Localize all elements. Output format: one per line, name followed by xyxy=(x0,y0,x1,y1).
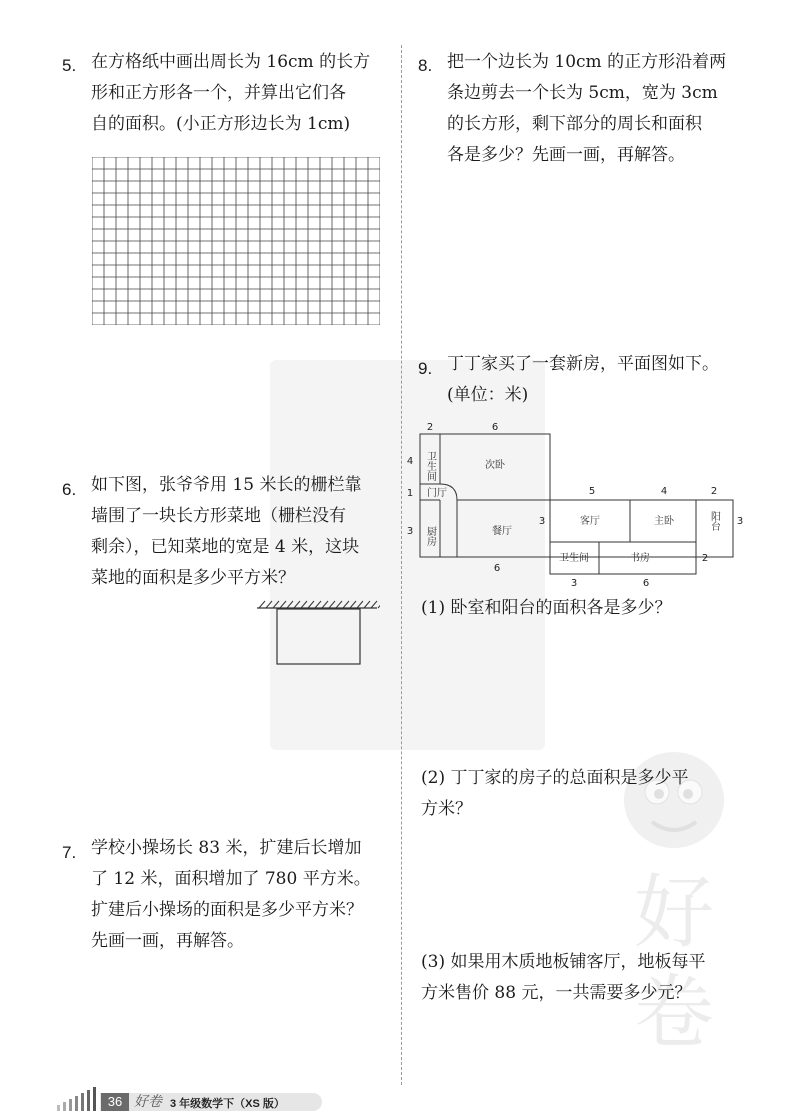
question-8-line-1: 把一个边长为 10cm 的正方形沿着两 xyxy=(447,52,727,72)
dim-top-living: 5 xyxy=(588,486,596,497)
wall-hatch-line xyxy=(378,601,380,608)
question-7-number: 7. xyxy=(62,843,77,862)
question-8-text xyxy=(447,47,747,171)
wall-hatch-line xyxy=(350,601,356,608)
wall-hatch-line xyxy=(322,601,328,608)
garden-diagram xyxy=(255,600,380,668)
wall-hatch-line xyxy=(259,601,265,608)
floor-plan-diagram xyxy=(402,418,750,590)
wall-hatch-line xyxy=(329,601,335,608)
question-9-sub-2 xyxy=(421,763,751,825)
question-6-line-2: 墙围了一块长方形菜地（栅栏没有 xyxy=(91,506,346,526)
wall-hatch-line xyxy=(280,601,286,608)
room-living: 客厅 xyxy=(580,516,600,527)
room-balcony: 阳台 xyxy=(708,511,720,531)
question-9-sub-3 xyxy=(421,947,766,1009)
wall-hatch-line xyxy=(315,601,321,608)
dim-top-left: 2 xyxy=(426,422,434,433)
dim-left-upper: 4 xyxy=(406,456,414,467)
question-8-line-4: 各是多少？先画一画，再解答。 xyxy=(447,145,685,165)
question-8-number: 8. xyxy=(418,56,433,75)
question-9-text xyxy=(447,349,757,411)
room-second-bedroom: 次卧 xyxy=(485,460,505,471)
question-5-line-1: 在方格纸中画出周长为 16cm 的长方 xyxy=(91,52,371,72)
wall-hatch-line xyxy=(371,601,377,608)
question-9-line-2: (单位：米) xyxy=(447,385,529,405)
dim-bottom-study: 6 xyxy=(642,578,650,589)
question-9-sub-2-line-1: (2) 丁丁家的房子的总面积是多少平 xyxy=(421,768,689,788)
dim-right-study: 2 xyxy=(701,553,709,564)
dim-left-mid: 1 xyxy=(406,488,414,499)
question-6-line-1: 如下图，张爷爷用 15 米长的栅栏靠 xyxy=(91,475,362,495)
question-6-line-3: 剩余），已知菜地的宽是 4 米，这块 xyxy=(91,537,360,557)
wall-hatch-line xyxy=(294,601,300,608)
garden-rectangle xyxy=(277,609,360,664)
dim-bottom-left: 6 xyxy=(493,563,501,574)
room-study: 书房 xyxy=(630,553,650,564)
dim-left-lower: 3 xyxy=(406,526,414,537)
wall-hatch-line xyxy=(364,601,370,608)
wall-hatch-line xyxy=(343,601,349,608)
wall-hatch-line xyxy=(266,601,272,608)
question-9-sub-1: (1) 卧室和阳台的面积各是多少？ xyxy=(421,598,672,618)
page-number: 36 xyxy=(101,1093,129,1111)
question-6-line-4: 菜地的面积是多少平方米？ xyxy=(91,568,295,588)
wall-hatch-line xyxy=(301,601,307,608)
question-9-sub-3-line-1: (3) 如果用木质地板铺客厅，地板每平 xyxy=(421,952,706,972)
wall-hatch-line xyxy=(357,601,363,608)
dim-top-mid: 6 xyxy=(491,422,499,433)
question-5-number: 5. xyxy=(62,56,77,75)
question-7-line-1: 学校小操场长 83 米，扩建后长增加 xyxy=(91,838,362,858)
wall-hatch-line xyxy=(308,601,314,608)
question-6-number: 6. xyxy=(62,480,77,499)
question-9-sub-2-line-2: 方米？ xyxy=(421,799,472,819)
question-7-line-2: 了 12 米，面积增加了 780 平方米。 xyxy=(91,869,371,889)
room-dining: 餐厅 xyxy=(492,526,512,537)
dim-right-balcony: 3 xyxy=(736,516,744,527)
wall-hatch-line xyxy=(273,601,279,608)
wall-hatch-line xyxy=(336,601,342,608)
dim-bottom-bath: 3 xyxy=(570,578,578,589)
question-7-line-3: 扩建后小操场的面积是多少平方米？ xyxy=(91,900,363,920)
question-7-text xyxy=(91,833,396,957)
dim-top-master: 4 xyxy=(660,486,668,497)
question-5-line-3: 自的面积。(小正方形边长为 1cm) xyxy=(91,114,351,134)
room-kitchen: 厨房 xyxy=(424,526,436,546)
question-8-line-2: 条边剪去一个长为 5cm，宽为 3cm xyxy=(447,83,718,103)
question-7-line-4: 先画一画，再解答。 xyxy=(91,931,244,951)
square-grid-paper[interactable] xyxy=(92,157,380,325)
question-5-line-2: 形和正方形各一个，并算出它们各 xyxy=(91,83,346,103)
dim-top-balcony: 2 xyxy=(710,486,718,497)
watermark-char-1: 好 xyxy=(634,866,714,959)
question-9-line-1: 丁丁家买了一套新房，平面图如下。 xyxy=(447,354,719,374)
room-entrance: 门厅 xyxy=(427,488,447,499)
right-block-outline xyxy=(550,500,733,557)
footer-book-title: 3 年级数学下（XS 版） xyxy=(170,1098,285,1110)
room-master-bedroom: 主卧 xyxy=(654,516,674,527)
question-6-text xyxy=(91,470,391,594)
question-9-sub-3-line-2: 方米售价 88 元，一共需要多少元？ xyxy=(421,983,692,1003)
wall-hatch-line xyxy=(287,601,293,608)
watermark-char-2: 卷 xyxy=(634,966,714,1059)
room-bathroom-1: 卫生间 xyxy=(424,451,436,481)
question-9-number: 9. xyxy=(418,359,433,378)
dim-dining-right: 3 xyxy=(538,516,546,527)
question-8-line-3: 的长方形，剩下部分的周长和面积 xyxy=(447,114,702,134)
room-bathroom-2: 卫生间 xyxy=(559,553,589,564)
footer-brand-logo: 好卷 xyxy=(134,1094,162,1110)
question-5-text xyxy=(91,47,391,140)
footer-bars-icon xyxy=(55,1085,100,1111)
